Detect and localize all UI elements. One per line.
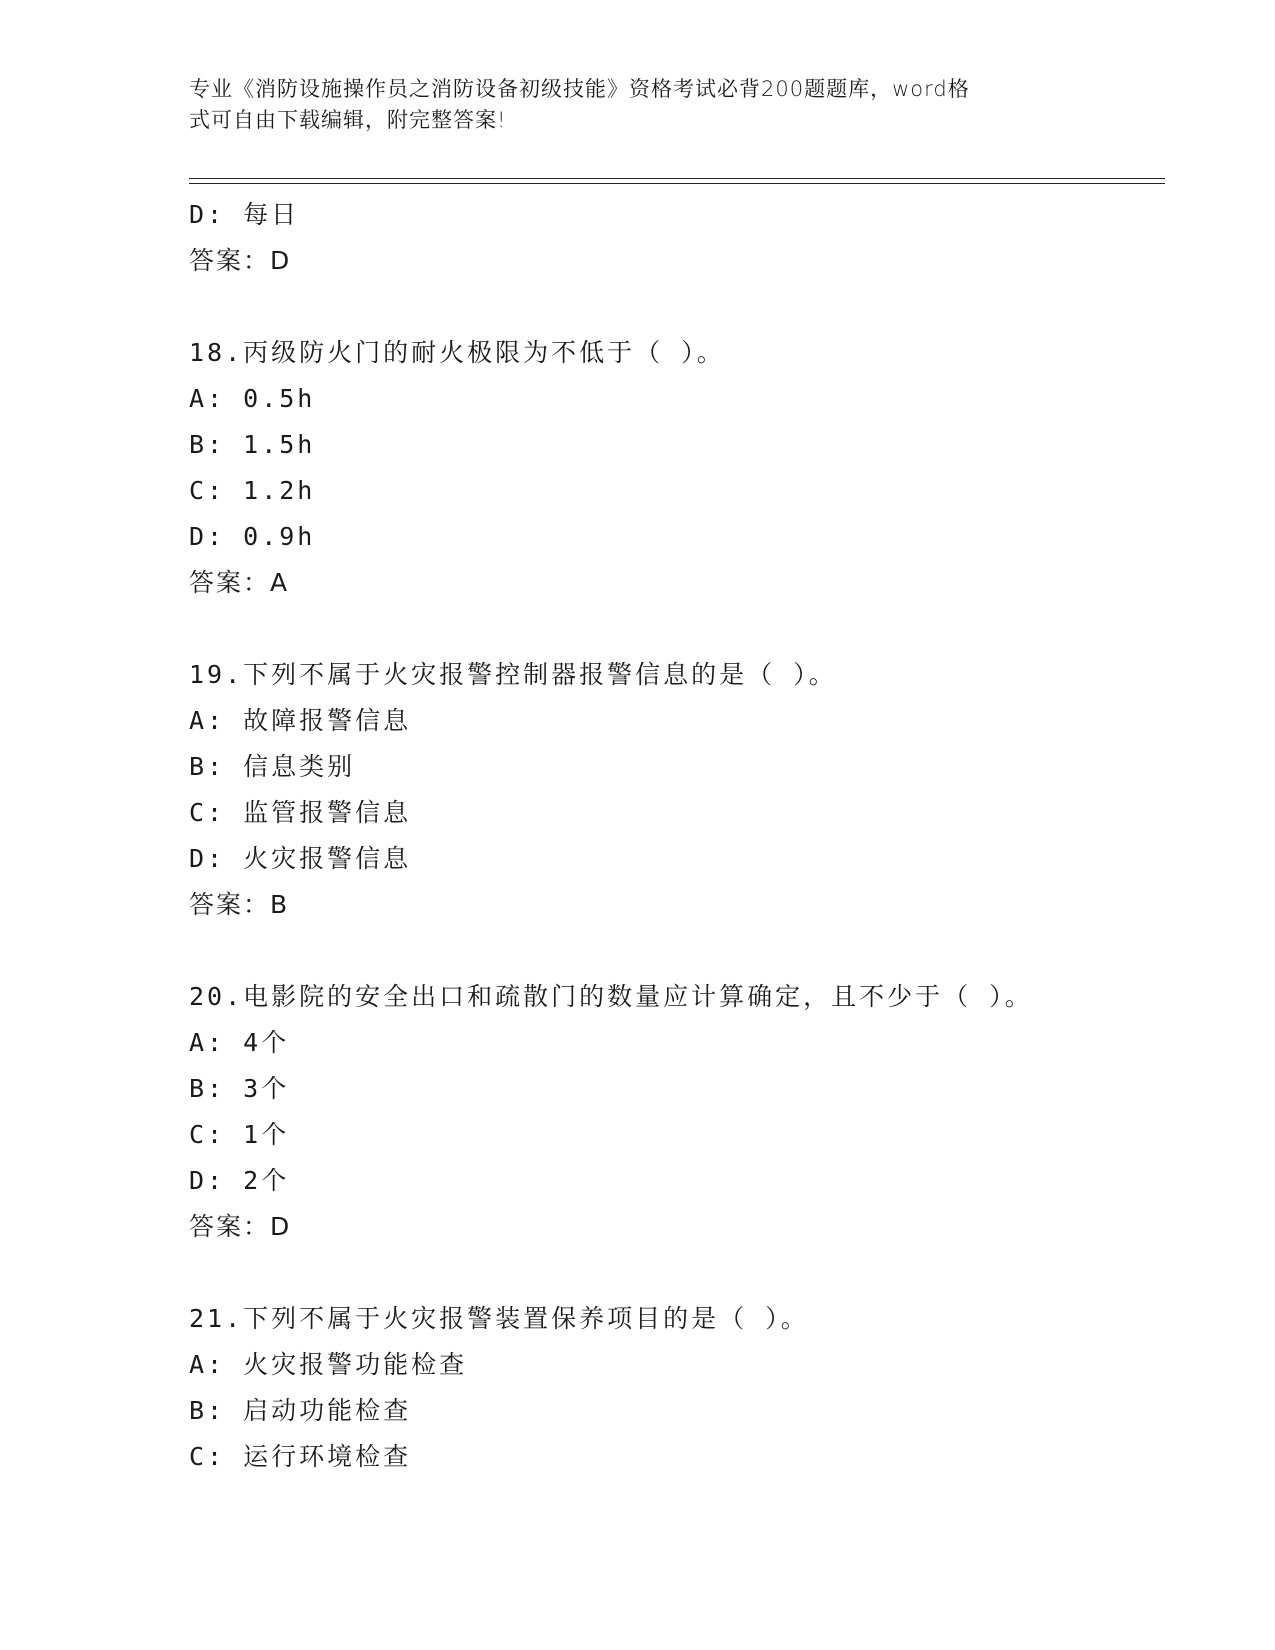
option-d: D: 2个 [189, 1166, 290, 1195]
document-header [189, 74, 1069, 136]
question-20 [189, 974, 1149, 1250]
option-d: D: 0.9h [189, 522, 316, 551]
header-divider-top [189, 178, 1165, 179]
option-b: B: 启动功能检查 [189, 1396, 412, 1425]
option-a: A: 0.5h [189, 384, 316, 413]
option-b: B: 信息类别 [189, 752, 356, 781]
question-stem: 21.下列不属于火灾报警装置保养项目的是（ ）。 [189, 1304, 809, 1333]
option-c: C: 1.2h [189, 476, 316, 505]
option-d: D: 火灾报警信息 [189, 844, 412, 873]
question-18 [189, 330, 1149, 606]
header-title-line-2: 式可自由下载编辑，附完整答案! [189, 108, 507, 132]
header-divider-bottom [189, 183, 1165, 184]
answer-line: 答案：D [189, 246, 292, 275]
answer-line: 答案：D [189, 1212, 292, 1241]
question-stem: 19.下列不属于火灾报警控制器报警信息的是（ ）。 [189, 660, 837, 689]
question-19 [189, 652, 1149, 928]
option-b: B: 1.5h [189, 430, 316, 459]
option-a: A: 4个 [189, 1028, 290, 1057]
answer-line: 答案：B [189, 890, 290, 919]
answer-line: 答案：A [189, 568, 290, 597]
question-stem: 20.电影院的安全出口和疏散门的数量应计算确定，且不少于（ ）。 [189, 982, 1033, 1011]
header-title-line-1: 专业《消防设施操作员之消防设备初级技能》资格考试必背200题题库，word格 [189, 77, 970, 101]
option-a: A: 火灾报警功能检查 [189, 1350, 468, 1379]
option-b: B: 3个 [189, 1074, 290, 1103]
option-c: C: 1个 [189, 1120, 290, 1149]
option-c: C: 监管报警信息 [189, 798, 412, 827]
option-c: C: 运行环境检查 [189, 1442, 412, 1471]
option-d: D: 每日 [189, 200, 300, 229]
question-stem: 18.丙级防火门的耐火极限为不低于（ ）。 [189, 338, 725, 367]
question-list [189, 192, 1149, 1480]
question-21 [189, 1296, 1149, 1480]
option-a: A: 故障报警信息 [189, 706, 412, 735]
